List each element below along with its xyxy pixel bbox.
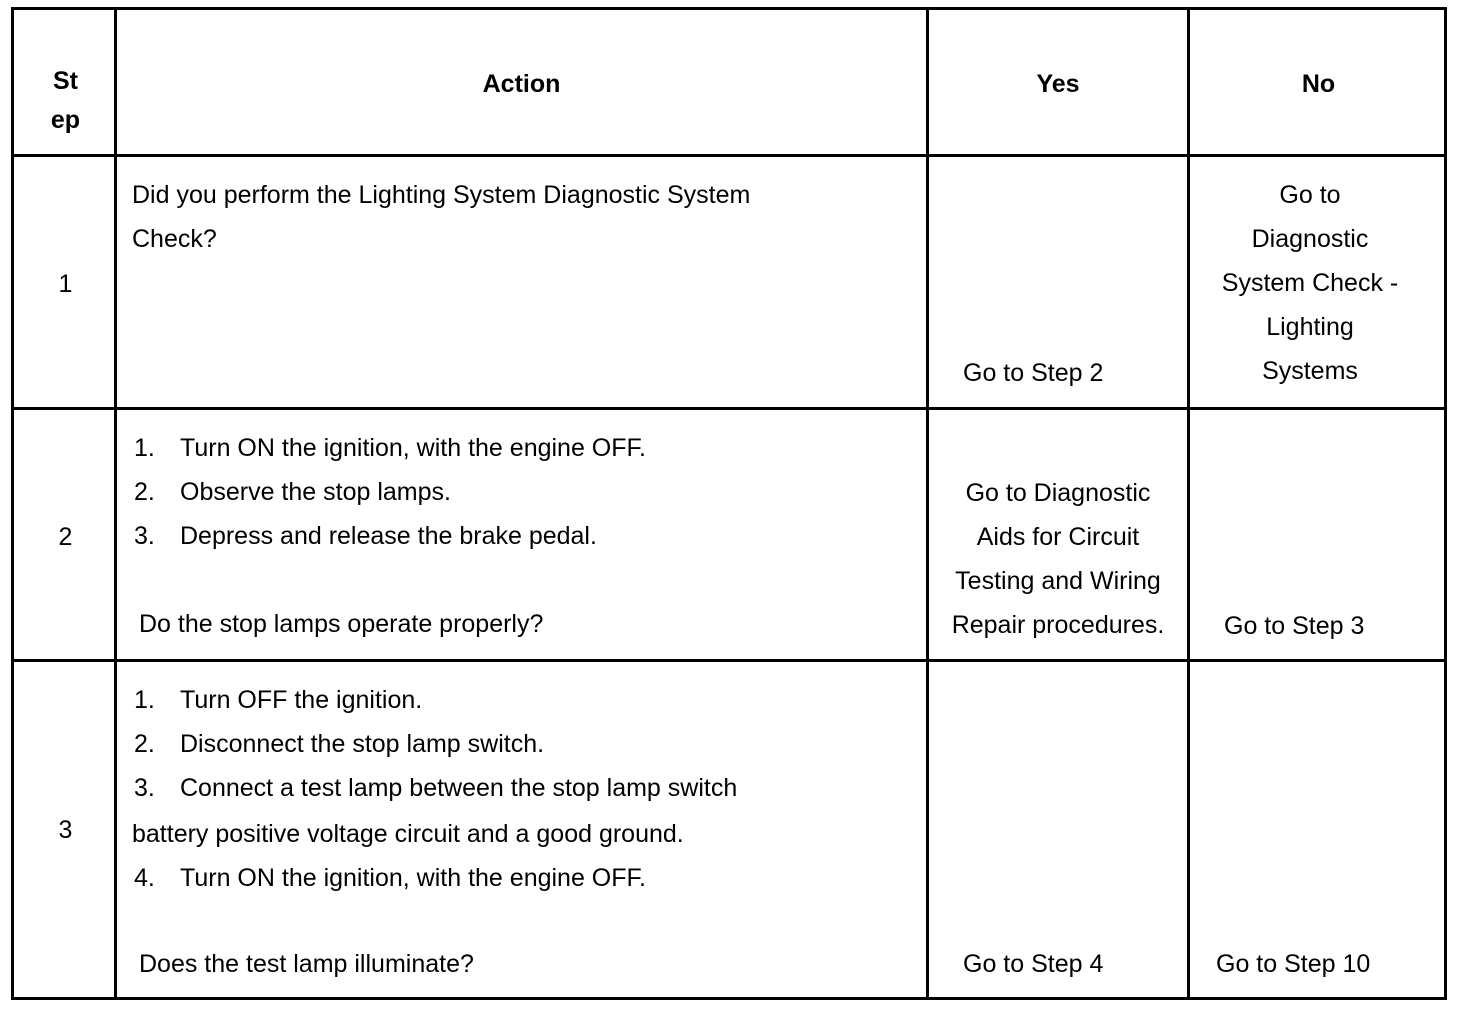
header-action: Action <box>482 70 561 98</box>
step-number: 2 <box>58 523 73 551</box>
header-no: No <box>1301 70 1336 98</box>
row-divider <box>14 659 1444 662</box>
yes-cell: Go to Step 4 <box>963 950 1104 978</box>
list-item: 2. Disconnect the stop lamp switch. <box>134 730 545 758</box>
yes-cell: Go to Diagnostic Aids for Circuit Testing and Wiring Repair procedures. <box>951 479 1165 639</box>
yes-cell: Go to Step 2 <box>963 359 1104 387</box>
step-number: 1 <box>58 270 73 298</box>
step-number: 3 <box>58 816 73 844</box>
list-item: 3. Depress and release the brake pedal. <box>134 522 597 550</box>
list-item: 4. Turn ON the ignition, with the engine OFF. <box>134 864 646 892</box>
no-cell: Go to Step 3 <box>1224 612 1365 640</box>
list-item: 1. Turn ON the ignition, with the engine OFF. <box>134 434 646 462</box>
action-question: Do the stop lamps operate properly? <box>139 610 544 638</box>
list-item: 3. Connect a test lamp between the stop lamp switch <box>134 774 738 802</box>
row-divider <box>14 407 1444 410</box>
column-divider <box>1187 10 1190 997</box>
row-divider <box>14 154 1444 157</box>
no-cell: Go to Diagnostic System Check - Lighting Systems <box>1221 181 1399 385</box>
action-continuation: battery positive voltage circuit and a good ground. <box>132 820 684 848</box>
list-item: 1. Turn OFF the ignition. <box>134 686 423 714</box>
header-yes: Yes <box>1036 70 1080 98</box>
column-divider <box>114 10 117 997</box>
action-steps <box>134 678 737 810</box>
header-step: St ep <box>50 67 81 134</box>
no-cell: Go to Step 10 <box>1216 950 1371 978</box>
action-text: Did you perform the Lighting System Diagnostic System Check? <box>132 181 751 253</box>
list-item: 2. Observe the stop lamps. <box>134 478 451 506</box>
action-steps <box>134 426 646 558</box>
action-question: Does the test lamp illuminate? <box>139 950 474 978</box>
diagnostic-table <box>11 7 1447 1000</box>
